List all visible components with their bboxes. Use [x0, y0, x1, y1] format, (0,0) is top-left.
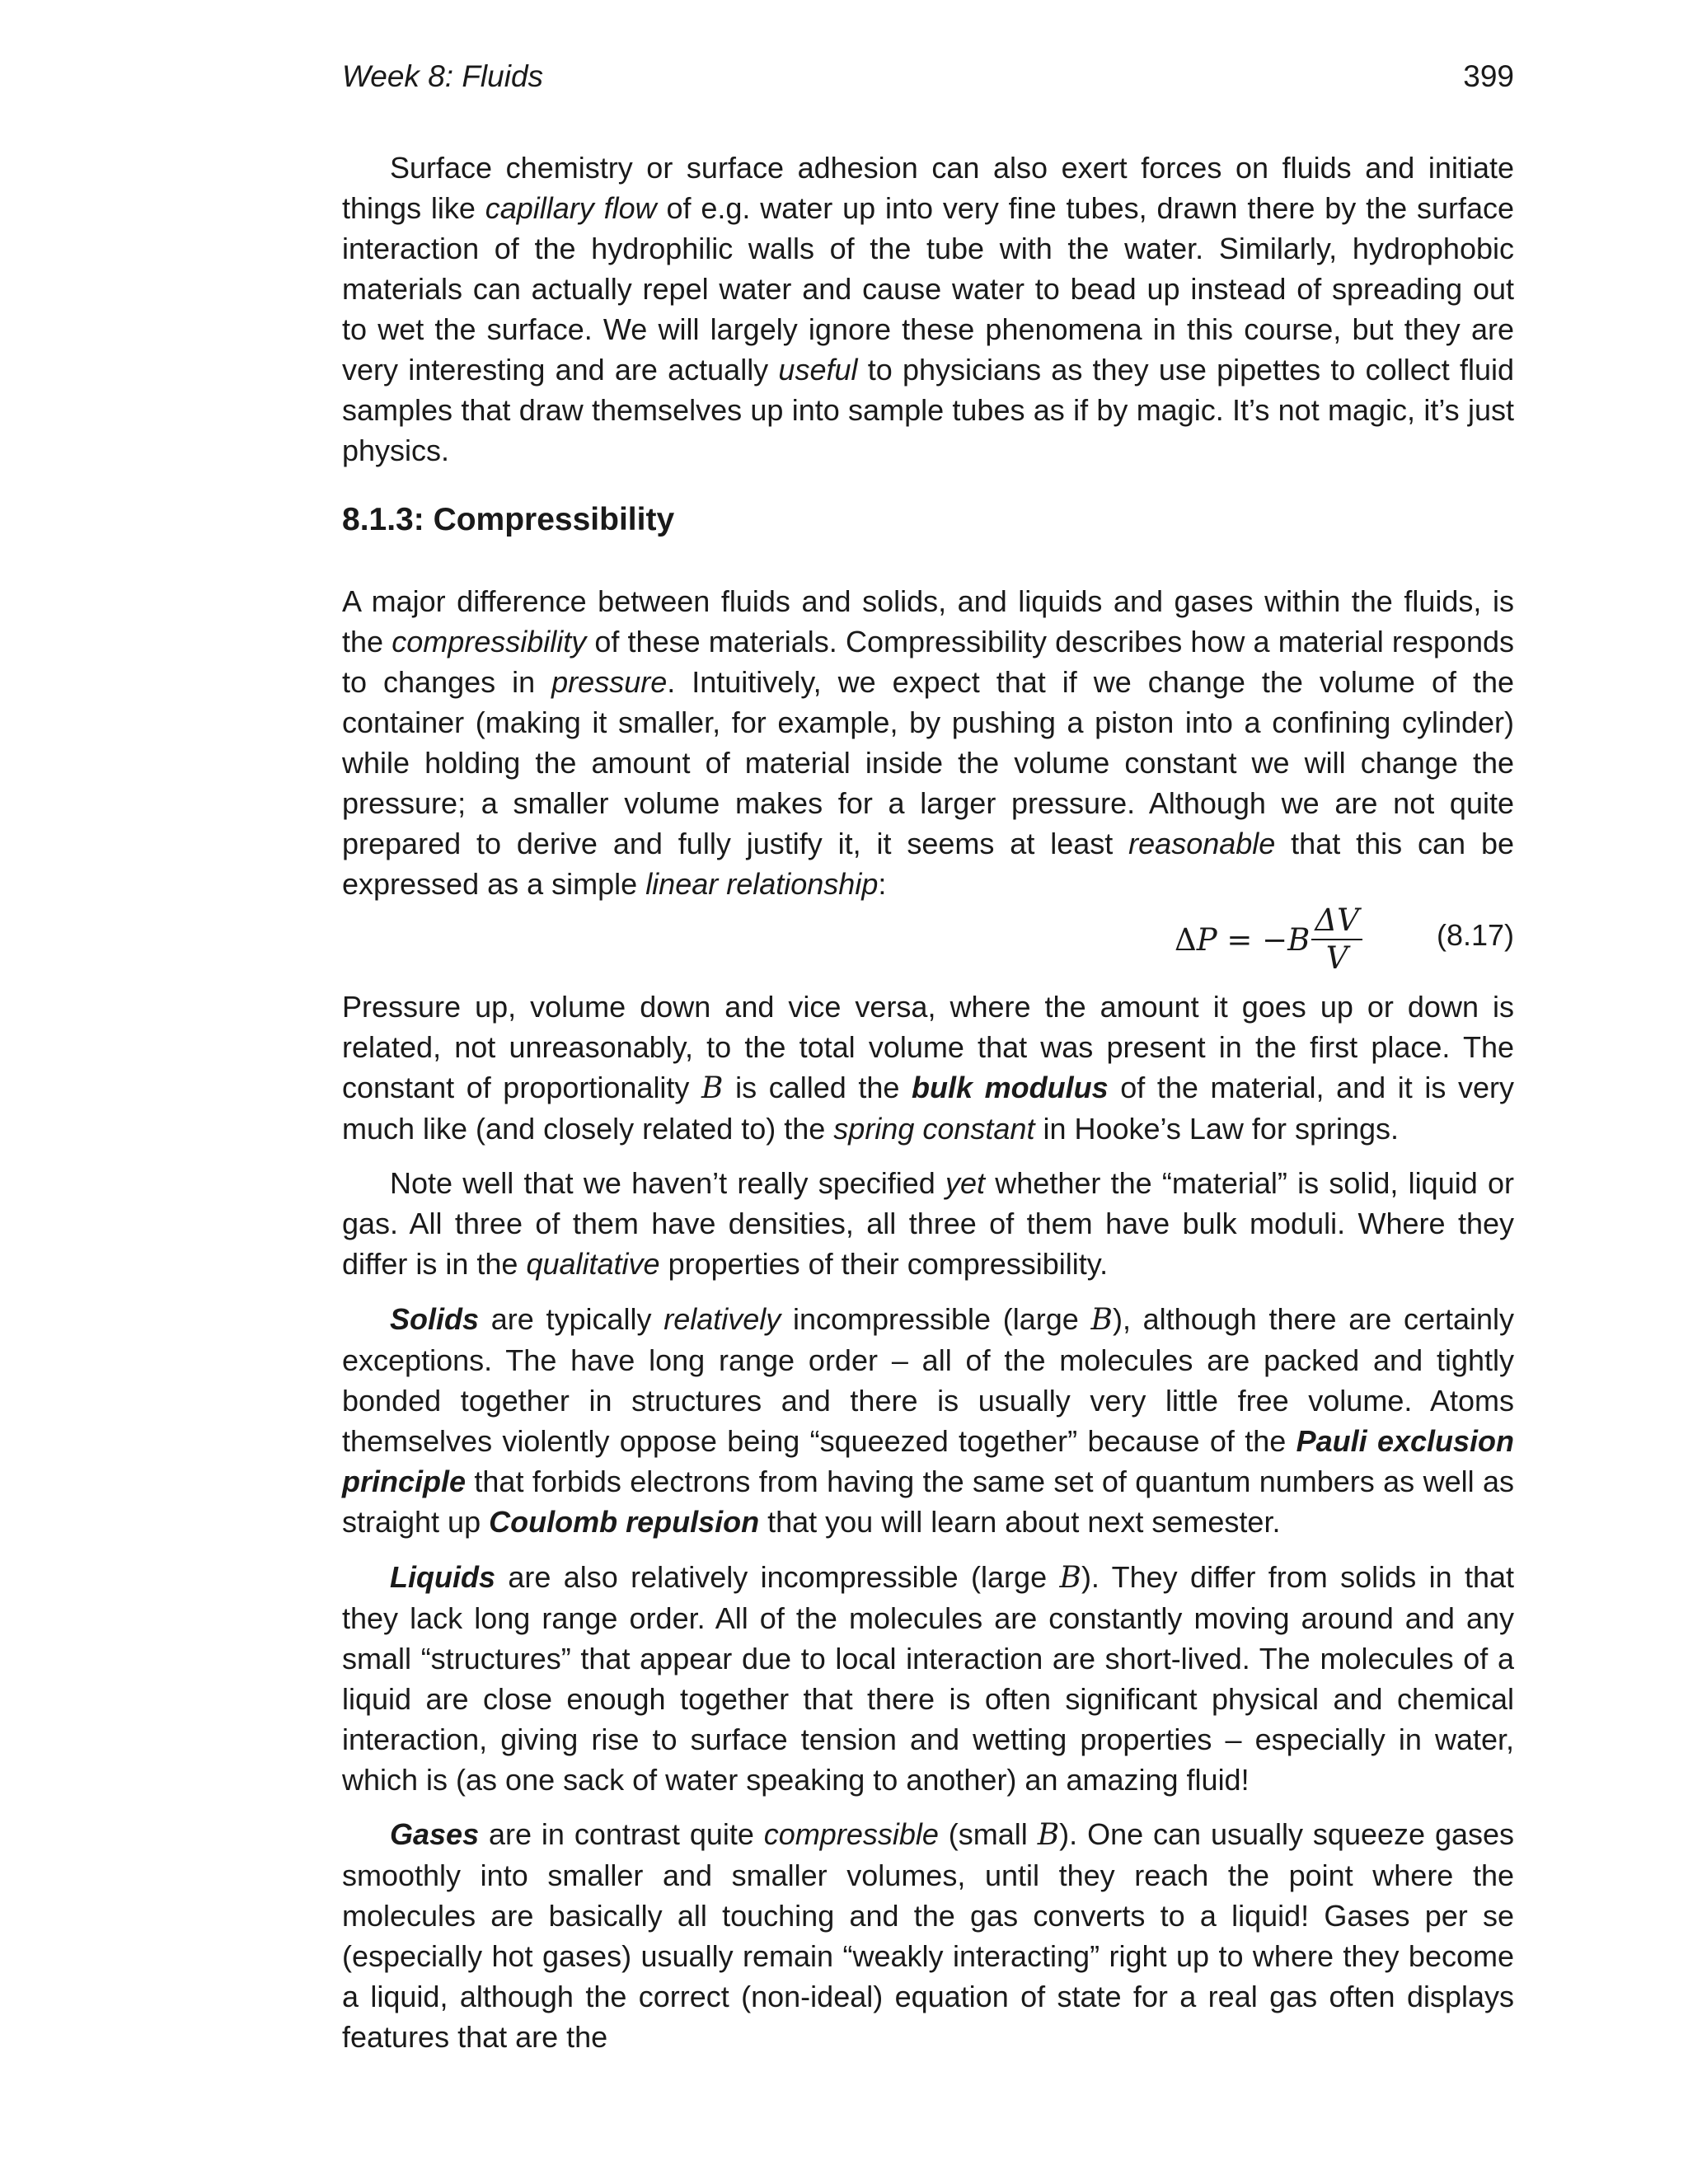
text-run: . Intuitively, we expect that if we change the volume of the container (making it smaller, for example, by pushing a piston into a confining cylinder) while holding the amount of material inside the volume constant we will change the pressure; a smaller volume makes for a larger pressure. Although we are not quite prepared to derive and fully justify it, it seems at least — [342, 665, 1515, 860]
chapter-title: Week 8: Fluids — [342, 59, 544, 93]
text-run: that you will learn about next semester. — [759, 1505, 1281, 1539]
text-run: A major difference between fluids and solids, and liquids and gases within the fluids, is the — [342, 584, 1514, 658]
section-heading: 8.1.3: Compressibility — [342, 502, 675, 537]
term-liquids: Liquids — [390, 1560, 495, 1594]
text-run: are typically — [479, 1302, 664, 1336]
equation-variable-p: P — [1196, 921, 1217, 958]
equation-fraction — [1311, 904, 1362, 975]
paragraph-bulk-modulus — [342, 987, 1514, 1149]
paragraph-text — [342, 581, 1514, 904]
text-run: ). One can usually squeeze gases smoothly into smaller and smaller volumes, until they reach the point where the molecules are basically all touching and the gas converts to a liquid! Gases per se (especially hot gases) usually remain “weakly interacting” right up to where they become a liquid, although the correct (non-ideal) equation of state for a real gas often displays features that are the — [342, 1817, 1515, 2054]
text-run: are also relatively incompressible (large — [495, 1560, 1060, 1594]
delta-symbol: Δ — [1175, 921, 1197, 958]
paragraph-note-well — [342, 1163, 1514, 1284]
emphasis-compressibility: compressibility — [392, 625, 587, 658]
term-gases: Gases — [390, 1817, 480, 1851]
emphasis-qualitative: qualitative — [526, 1247, 660, 1281]
emphasis-linear-relationship: linear relationship — [645, 867, 879, 901]
paragraph-gases — [342, 1814, 1514, 2057]
equation-number: (8.17) — [1436, 918, 1514, 952]
term-coulomb-repulsion: Coulomb repulsion — [489, 1505, 760, 1539]
text-run: are in contrast quite — [479, 1817, 764, 1851]
paragraph-surface-chemistry — [342, 148, 1514, 471]
equation-body — [1175, 898, 1362, 981]
emphasis-useful: useful — [778, 353, 858, 387]
math-variable-b: B — [1059, 1561, 1081, 1595]
text-run: in Hooke’s Law for springs. — [1034, 1112, 1399, 1146]
paragraph-liquids — [342, 1557, 1514, 1800]
fraction-denominator: V — [1325, 940, 1348, 976]
emphasis-spring-constant: spring constant — [833, 1112, 1035, 1146]
text-run: that this can be expressed as a simple — [342, 827, 1515, 901]
text-run: : — [878, 867, 887, 901]
fraction-numerator: ΔV — [1311, 904, 1362, 940]
text-run: properties of their compressibility. — [659, 1247, 1109, 1281]
paragraph-compressibility-intro — [342, 581, 1514, 904]
emphasis-reasonable: reasonable — [1128, 827, 1276, 860]
text-run: whether the “material” is solid, liquid or gas. All three of them have densities, all three of them have bulk moduli. Where they differ is in the — [342, 1166, 1514, 1281]
math-variable-b: B — [1037, 1818, 1060, 1852]
equation-bulk-modulus — [342, 898, 1514, 981]
paragraph-text — [342, 1299, 1514, 1542]
math-variable-b: B — [1090, 1303, 1113, 1337]
equation-variable-b: B — [1287, 921, 1311, 958]
paragraph-text — [342, 148, 1514, 471]
text-run: incompressible (large — [781, 1302, 1091, 1336]
running-header — [342, 59, 1514, 101]
math-variable-b: B — [701, 1071, 724, 1105]
page-number: 399 — [1463, 59, 1514, 93]
equation-operator: = − — [1217, 921, 1288, 958]
emphasis-compressible: compressible — [763, 1817, 939, 1851]
paragraph-solids — [342, 1299, 1514, 1542]
emphasis-capillary-flow: capillary flow — [485, 191, 657, 225]
paragraph-text — [342, 1163, 1514, 1284]
paragraph-text — [342, 987, 1514, 1149]
emphasis-yet: yet — [945, 1166, 986, 1200]
text-run: ), although there are certainly exceptions. The have long range order – all of the molecules are packed and tightly bonded together in structures and there is usually very little free volume. Atoms themselves violently oppose being “squeezed together” because of the — [342, 1302, 1515, 1458]
text-run: of the material, and it is very much like (and closely related to) the — [342, 1071, 1514, 1146]
emphasis-pressure: pressure — [551, 665, 668, 699]
text-run: Note well that we haven’t really specified — [390, 1166, 946, 1200]
term-pauli-exclusion-principle: Pauli exclusion principle — [342, 1424, 1515, 1498]
text-run: of these materials. Compressibility describes how a material responds to changes in — [342, 625, 1514, 699]
emphasis-relatively: relatively — [663, 1302, 781, 1336]
text-run: is called the — [723, 1071, 912, 1104]
text-run: Surface chemistry or surface adhesion can also exert forces on fluids and initiate things like — [342, 151, 1514, 225]
text-run: of e.g. water up into very fine tubes, drawn there by the surface interaction of the hydrophilic walls of the tube with the water. Similarly, hydrophobic materials can actually repel water and cause water to bead up instead of spreading out to wet the surface. We will largely ignore these phenomena in this course, but they are very interesting and are actually — [342, 191, 1514, 387]
text-run: to physicians as they use pipettes to collect fluid samples that draw themselves up into sample tubes as if by magic. It’s not magic, it’s just physics. — [342, 353, 1514, 467]
text-run: Pressure up, volume down and vice versa, where the amount it goes up or down is related, not unreasonably, to the total volume that was present in the first place. The constant of proportionality — [342, 990, 1514, 1104]
term-bulk-modulus: bulk modulus — [912, 1071, 1109, 1104]
text-run: that forbids electrons from having the same set of quantum numbers as well as straight up — [342, 1465, 1514, 1539]
text-run: (small — [938, 1817, 1038, 1851]
text-run: ). They differ from solids in that they lack long range order. All of the molecules are constantly moving around and any small “structures” that appear due to local interaction are short-lived. The molecules of a liquid are close enough together that there is often significant physical and chemical interaction, giving rise to surface tension and wetting properties – especially in water, which is (as one sack of water speaking to another) an amazing fluid! — [342, 1560, 1514, 1797]
paragraph-text — [342, 1557, 1514, 1800]
term-solids: Solids — [390, 1302, 480, 1336]
paragraph-text — [342, 1814, 1514, 2057]
